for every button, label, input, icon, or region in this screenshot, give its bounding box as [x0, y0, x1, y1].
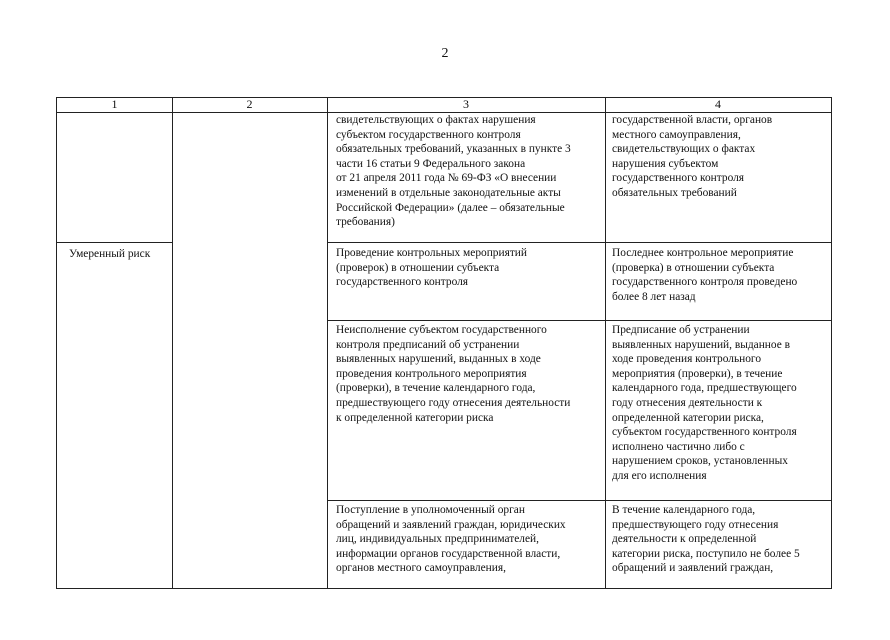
- table-bottom-border: [57, 588, 832, 589]
- column-divider: [172, 97, 173, 589]
- indicator-cell: государственной власти, органов местного самоуправления, свидетельствующих о фактах нарушения субъектом государственного контроля обязательных требований: [612, 114, 773, 199]
- criterion-cell: Неисполнение субъектом государственного контроля предписаний об устранении выявленных нарушений, выданных в ходе проведения контрольного мероприятия (проверки), в течение календарного года, предшествующего году отнесения деятельности к определенной категории риска: [336, 324, 571, 424]
- criterion-cell: Проведение контрольных мероприятий (проверок) в отношении субъекта государственного контроля: [336, 247, 528, 289]
- risk-criteria-table: [56, 97, 832, 589]
- row-divider: [327, 320, 832, 321]
- column-header-1: 1: [111, 97, 118, 111]
- row-divider: [57, 242, 172, 243]
- criterion-cell: свидетельствующих о фактах нарушения субъектом государственного контроля обязательных требований, указанных в пункте 3 части 16 статьи 9 Федерального закона от 21 апреля 2011 года № 69-ФЗ «О внесении изменений в отдельные законодательные акты Российской Федерации» (далее – обязательные требования): [336, 114, 571, 229]
- indicator-cell: В течение календарного года, предшествующего году отнесения деятельности к определенной категории риска, поступило не более 5 обращений и заявлений граждан,: [612, 504, 800, 575]
- indicator-cell: Последнее контрольное мероприятие (проверка) в отношении субъекта государственного контроля проведено более 8 лет назад: [612, 247, 798, 303]
- column-header-3: 3: [463, 97, 469, 111]
- row-divider: [327, 500, 832, 501]
- column-divider: [327, 97, 328, 589]
- criterion-cell: Поступление в уполномоченный орган обращений и заявлений граждан, юридических лиц, индивидуальных предпринимателей, информации органов государственной власти, органов местного самоуправления,: [336, 504, 566, 575]
- column-header-2: 2: [246, 97, 253, 111]
- column-header-4: 4: [715, 97, 721, 111]
- column-divider: [605, 97, 606, 589]
- indicator-cell: Предписание об устранении выявленных нарушений, выданное в ходе проведения контрольного мероприятия (проверки), в течение календарного года, предшествующего году отнесения деятельности к определенной категории риска, субъектом государственного контроля исполнено частично либо с нарушением сроков, установленных для его исполнения: [612, 324, 797, 482]
- risk-category-label: Умеренный риск: [69, 248, 151, 260]
- table-right-border: [831, 97, 832, 589]
- page-number: 2: [441, 46, 449, 61]
- row-divider: [327, 242, 832, 243]
